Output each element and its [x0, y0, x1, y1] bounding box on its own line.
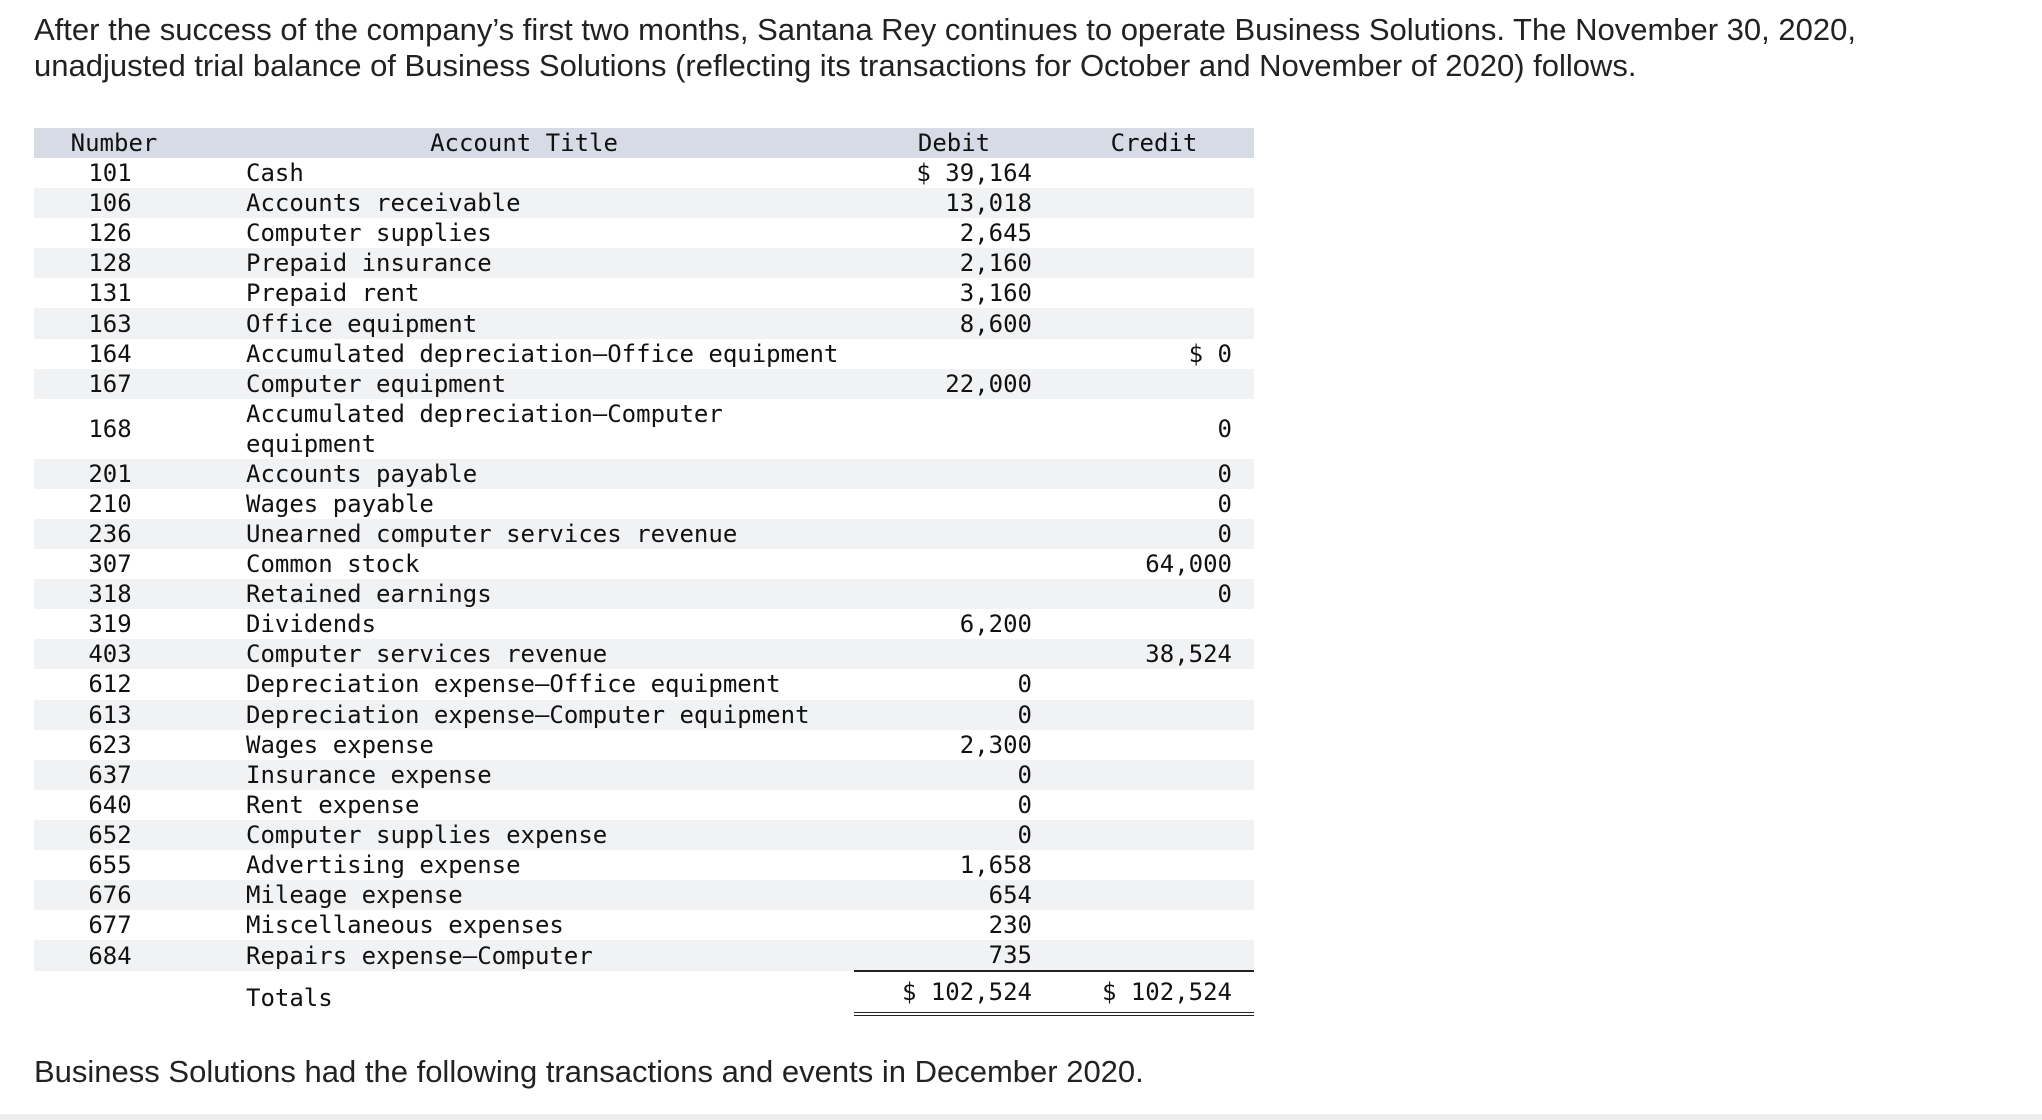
totals-row — [34, 971, 1254, 1014]
account-title: Miscellaneous expenses — [194, 910, 854, 940]
outro-paragraph: Business Solutions had the following transactions and events in December 2020. — [34, 1054, 1144, 1089]
account-number: 307 — [34, 549, 194, 579]
debit-amount: 13,018 — [854, 188, 1054, 218]
header-account-title: Account Title — [194, 128, 854, 158]
debit-amount — [854, 579, 1054, 609]
account-title: Depreciation expense—Office equipment — [194, 669, 854, 699]
table-row — [34, 609, 1254, 639]
credit-amount — [1054, 940, 1254, 971]
table-row — [34, 459, 1254, 489]
account-title: Insurance expense — [194, 760, 854, 790]
account-title: Accounts receivable — [194, 188, 854, 218]
debit-amount: 22,000 — [854, 369, 1054, 399]
table-row — [34, 940, 1254, 971]
account-title: Rent expense — [194, 790, 854, 820]
credit-amount — [1054, 218, 1254, 248]
account-title: Retained earnings — [194, 579, 854, 609]
table-row — [34, 278, 1254, 308]
debit-amount: 8,600 — [854, 308, 1054, 338]
account-title: Prepaid rent — [194, 278, 854, 308]
table-row — [34, 188, 1254, 218]
account-number: 167 — [34, 369, 194, 399]
debit-amount: 0 — [854, 790, 1054, 820]
debit-amount: 654 — [854, 880, 1054, 910]
table-row — [34, 308, 1254, 338]
table-row — [34, 639, 1254, 669]
debit-amount: 0 — [854, 820, 1054, 850]
table-row — [34, 850, 1254, 880]
account-title: Prepaid insurance — [194, 248, 854, 278]
account-title: Cash — [194, 158, 854, 188]
credit-amount — [1054, 910, 1254, 940]
debit-amount: 1,658 — [854, 850, 1054, 880]
trial-balance-table — [34, 128, 1254, 1016]
table-row — [34, 158, 1254, 188]
table-header-row — [34, 128, 1254, 158]
account-number: 168 — [34, 399, 194, 459]
header-debit: Debit — [854, 128, 1054, 158]
account-title: Dividends — [194, 609, 854, 639]
account-number: 106 — [34, 188, 194, 218]
debit-amount: 0 — [854, 760, 1054, 790]
table-row — [34, 218, 1254, 248]
credit-amount — [1054, 790, 1254, 820]
account-number: 164 — [34, 339, 194, 369]
credit-amount — [1054, 760, 1254, 790]
credit-amount — [1054, 850, 1254, 880]
account-number: 126 — [34, 218, 194, 248]
account-title: Repairs expense—Computer — [194, 940, 854, 971]
table-row — [34, 790, 1254, 820]
table-row — [34, 519, 1254, 549]
table-row — [34, 669, 1254, 699]
credit-amount: 0 — [1054, 519, 1254, 549]
debit-amount: $ 39,164 — [854, 158, 1054, 188]
debit-amount: 3,160 — [854, 278, 1054, 308]
debit-amount — [854, 489, 1054, 519]
account-title: Computer equipment — [194, 369, 854, 399]
intro-paragraph: After the success of the company’s first two months, Santana Rey continues to operate Business Solutions. The November 30, 2020, unadjusted trial balance of Business Solutions (reflecting its transactions for October and November of 2020) follows. — [34, 12, 1856, 83]
debit-amount — [854, 459, 1054, 489]
account-number: 637 — [34, 760, 194, 790]
bottom-divider — [0, 1114, 2042, 1120]
account-title: Accumulated depreciation—Office equipment — [194, 339, 854, 369]
account-title: Mileage expense — [194, 880, 854, 910]
credit-amount — [1054, 609, 1254, 639]
account-title: Common stock — [194, 549, 854, 579]
credit-amount: 38,524 — [1054, 639, 1254, 669]
credit-amount — [1054, 880, 1254, 910]
account-number: 640 — [34, 790, 194, 820]
account-number: 612 — [34, 669, 194, 699]
debit-amount — [854, 639, 1054, 669]
credit-amount: 0 — [1054, 579, 1254, 609]
account-number: 163 — [34, 308, 194, 338]
account-number: 613 — [34, 700, 194, 730]
totals-number-cell — [34, 971, 194, 1014]
table-row — [34, 579, 1254, 609]
account-title: Accumulated depreciation—Computer equipment — [194, 399, 854, 459]
account-number: 319 — [34, 609, 194, 639]
header-credit: Credit — [1054, 128, 1254, 158]
credit-amount — [1054, 308, 1254, 338]
debit-amount: 2,300 — [854, 730, 1054, 760]
debit-amount: 2,160 — [854, 248, 1054, 278]
account-number: 403 — [34, 639, 194, 669]
table-row — [34, 248, 1254, 278]
account-number: 318 — [34, 579, 194, 609]
account-number: 201 — [34, 459, 194, 489]
table-row — [34, 369, 1254, 399]
table-row — [34, 910, 1254, 940]
table-row — [34, 760, 1254, 790]
account-title: Wages expense — [194, 730, 854, 760]
table-row — [34, 489, 1254, 519]
account-title: Depreciation expense—Computer equipment — [194, 700, 854, 730]
account-number: 236 — [34, 519, 194, 549]
credit-amount — [1054, 369, 1254, 399]
credit-amount — [1054, 248, 1254, 278]
table-row — [34, 880, 1254, 910]
table-row — [34, 339, 1254, 369]
credit-amount — [1054, 158, 1254, 188]
debit-amount: 2,645 — [854, 218, 1054, 248]
account-number: 210 — [34, 489, 194, 519]
credit-amount — [1054, 669, 1254, 699]
totals-credit: $ 102,524 — [1054, 971, 1254, 1014]
account-number: 676 — [34, 880, 194, 910]
credit-amount: $ 0 — [1054, 339, 1254, 369]
debit-amount: 0 — [854, 669, 1054, 699]
debit-amount: 735 — [854, 940, 1054, 971]
credit-amount — [1054, 700, 1254, 730]
table-row — [34, 820, 1254, 850]
account-number: 655 — [34, 850, 194, 880]
account-title: Accounts payable — [194, 459, 854, 489]
account-title: Computer services revenue — [194, 639, 854, 669]
credit-amount — [1054, 188, 1254, 218]
debit-amount: 230 — [854, 910, 1054, 940]
table-row — [34, 700, 1254, 730]
table-row — [34, 730, 1254, 760]
debit-amount: 0 — [854, 700, 1054, 730]
totals-label: Totals — [194, 971, 854, 1014]
account-number: 131 — [34, 278, 194, 308]
credit-amount: 64,000 — [1054, 549, 1254, 579]
account-title: Computer supplies expense — [194, 820, 854, 850]
debit-amount: 6,200 — [854, 609, 1054, 639]
credit-amount — [1054, 820, 1254, 850]
account-number: 684 — [34, 940, 194, 971]
account-title: Wages payable — [194, 489, 854, 519]
table-row — [34, 399, 1254, 459]
account-number: 623 — [34, 730, 194, 760]
account-number: 128 — [34, 248, 194, 278]
credit-amount — [1054, 278, 1254, 308]
account-title: Advertising expense — [194, 850, 854, 880]
debit-amount — [854, 519, 1054, 549]
credit-amount: 0 — [1054, 459, 1254, 489]
header-number: Number — [34, 128, 194, 158]
trial-balance-body — [34, 158, 1254, 971]
account-number: 652 — [34, 820, 194, 850]
credit-amount: 0 — [1054, 399, 1254, 459]
totals-debit: $ 102,524 — [854, 971, 1054, 1014]
debit-amount — [854, 549, 1054, 579]
credit-amount: 0 — [1054, 489, 1254, 519]
account-number: 677 — [34, 910, 194, 940]
table-row — [34, 549, 1254, 579]
debit-amount — [854, 399, 1054, 459]
account-title: Computer supplies — [194, 218, 854, 248]
debit-amount — [854, 339, 1054, 369]
account-title: Office equipment — [194, 308, 854, 338]
credit-amount — [1054, 730, 1254, 760]
account-number: 101 — [34, 158, 194, 188]
account-title: Unearned computer services revenue — [194, 519, 854, 549]
